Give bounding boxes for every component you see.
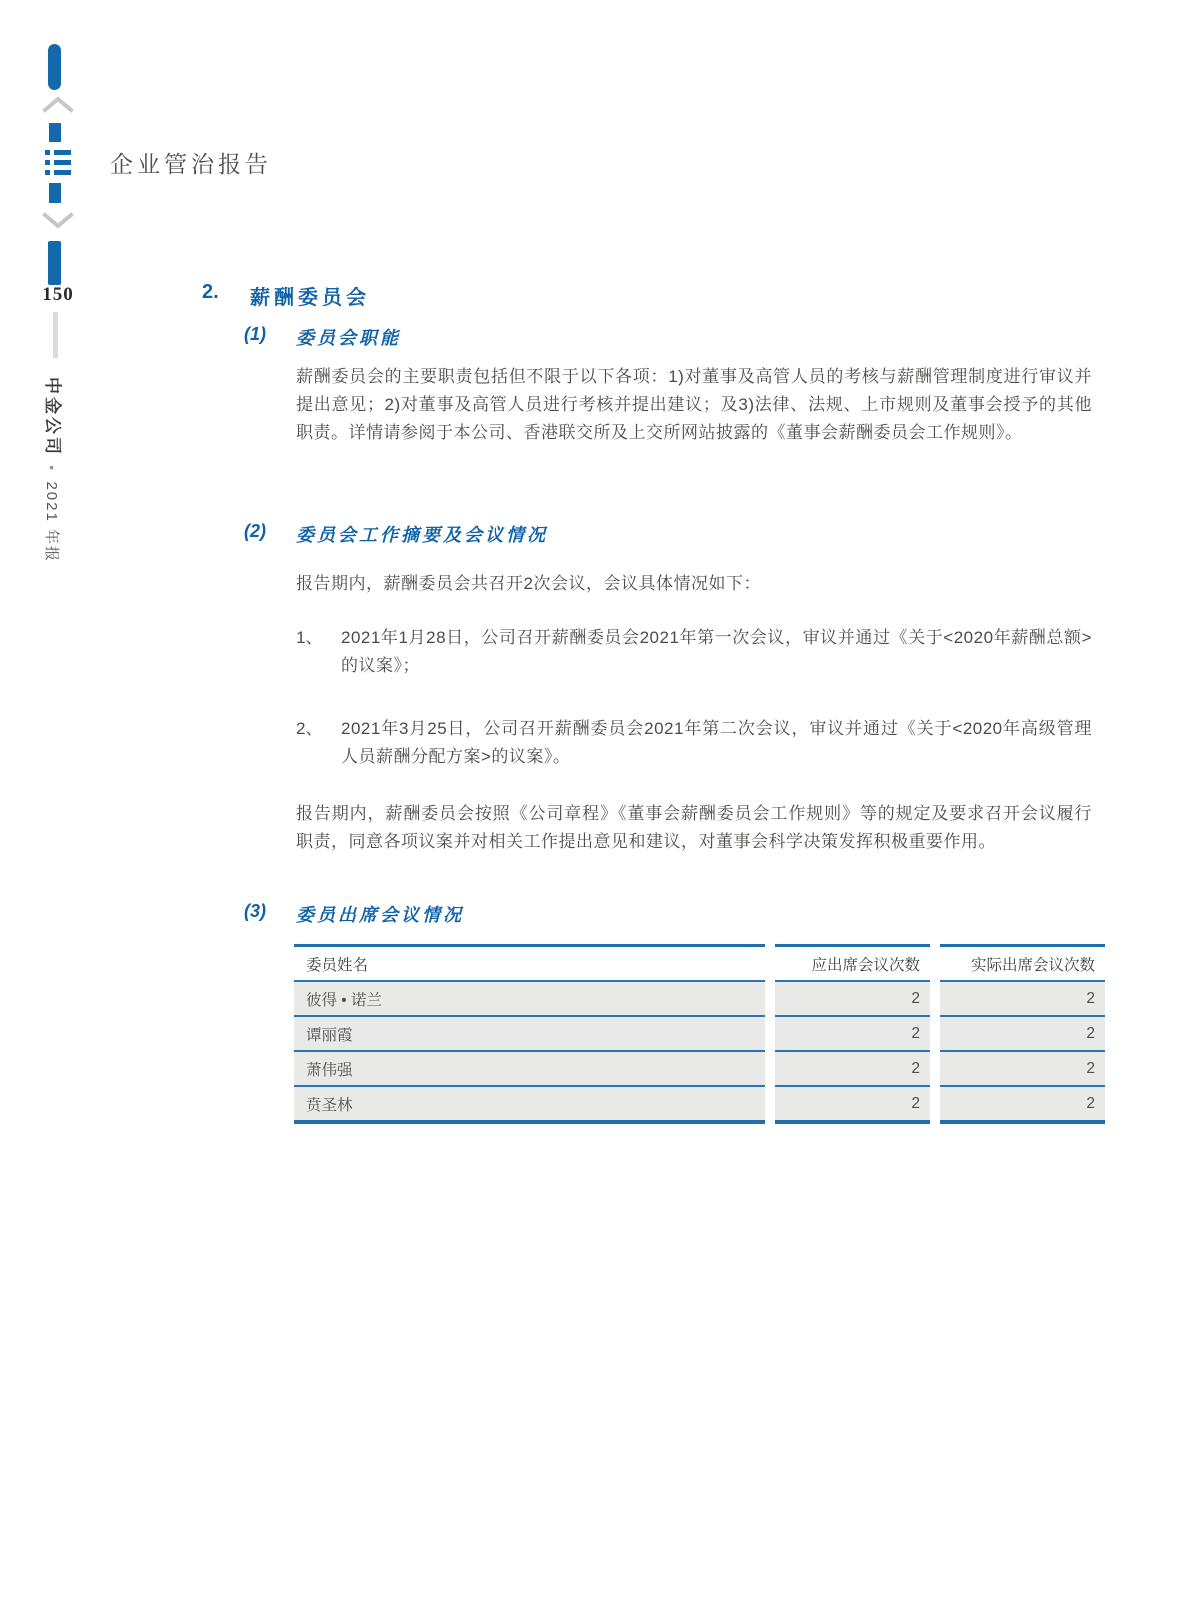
list-item-number: 2、 <box>296 719 323 738</box>
list-item-text: 2021年1月28日，公司召开薪酬委员会2021年第一次会议，审议并通过《关于<2020年薪酬总额>的议案》； <box>341 628 1092 675</box>
subsection-3-heading <box>244 901 464 927</box>
subsection-3-title: 委员出席会议情况 <box>296 905 464 925</box>
brand-bullet-icon: ● <box>47 465 57 474</box>
subsection-2-heading <box>244 521 548 547</box>
column-header-required: 应出席会议次数 <box>775 944 930 982</box>
brand-year: 2021 年报 <box>43 481 60 563</box>
column-header-attended: 实际出席会议次数 <box>940 944 1105 982</box>
actual-attendance-cell: 2 <box>940 1052 1105 1087</box>
member-name-cell: 贲圣林 <box>294 1087 765 1124</box>
paragraph-meeting-intro: 报告期内，薪酬委员会共召开2次会议，会议具体情况如下： <box>296 574 761 593</box>
list-item <box>296 715 1092 771</box>
table-row <box>294 1087 1105 1124</box>
rail-segment-bar <box>49 183 61 203</box>
list-item-number: 1、 <box>296 628 323 647</box>
table-row <box>294 1017 1105 1052</box>
table-row <box>294 982 1105 1017</box>
actual-attendance-cell: 2 <box>940 1087 1105 1124</box>
subsection-1-heading <box>244 324 401 350</box>
member-name-cell: 谭丽霞 <box>294 1017 765 1052</box>
page-number-tick <box>53 312 58 358</box>
subsection-2-number: (2) <box>244 521 266 541</box>
list-item <box>296 624 1092 680</box>
attendance-table-header <box>294 944 1105 982</box>
paragraph-meeting-summary: 报告期内，薪酬委员会按照《公司章程》《董事会薪酬委员会工作规则》等的规定及要求召开会议履行职责，同意各项议案并对相关工作提出意见和建议，对董事会科学决策发挥积极重要作用。 <box>296 804 1092 851</box>
subsection-1-number: (1) <box>244 324 266 344</box>
chevron-down-icon <box>42 211 74 229</box>
actual-attendance-cell: 2 <box>940 1017 1105 1052</box>
member-name-cell: 萧伟强 <box>294 1052 765 1087</box>
paragraph-committee-duties: 薪酬委员会的主要职责包括但不限于以下各项：1)对董事及高管人员的考核与薪酬管理制度进行审议并提出意见；2)对董事及高管人员进行考核并提出建议；及3)法律、法规、上市规则及董事会授予的其他职责。详情请参阅于本公司、香港联交所及上交所网站披露的《董事会薪酬委员会工作规则》。 <box>296 367 1092 442</box>
subsection-1-title: 委员会职能 <box>296 328 401 348</box>
section-heading <box>202 281 370 310</box>
attendance-table <box>294 944 1105 1124</box>
required-attendance-cell: 2 <box>775 982 930 1017</box>
actual-attendance-cell: 2 <box>940 982 1105 1017</box>
attendance-table-body <box>294 982 1105 1124</box>
rail-bottom-bar <box>48 241 61 285</box>
brand-name: 中金公司 <box>43 377 62 457</box>
section-number: 2. <box>202 281 219 303</box>
member-name-cell: 彼得 • 诺兰 <box>294 982 765 1017</box>
list-icon <box>45 150 71 175</box>
subsection-3-number: (3) <box>244 901 266 921</box>
required-attendance-cell: 2 <box>775 1017 930 1052</box>
chapter-title: 企业管治报告 <box>110 152 272 177</box>
subsection-2-title: 委员会工作摘要及会议情况 <box>296 525 548 545</box>
list-item-text: 2021年3月25日，公司召开薪酬委员会2021年第二次会议，审议并通过《关于<2020年高级管理人员薪酬分配方案>的议案》。 <box>341 719 1092 766</box>
rail-top-bar <box>48 44 61 90</box>
required-attendance-cell: 2 <box>775 1052 930 1087</box>
page-number: 150 <box>42 284 74 305</box>
vertical-brand-text <box>42 377 67 563</box>
column-header-name: 委员姓名 <box>294 944 765 982</box>
chevron-up-icon <box>42 96 74 114</box>
rail-segment-bar <box>49 123 61 142</box>
table-row <box>294 1052 1105 1087</box>
section-title-text: 薪酬委员会 <box>250 287 370 309</box>
required-attendance-cell: 2 <box>775 1087 930 1124</box>
